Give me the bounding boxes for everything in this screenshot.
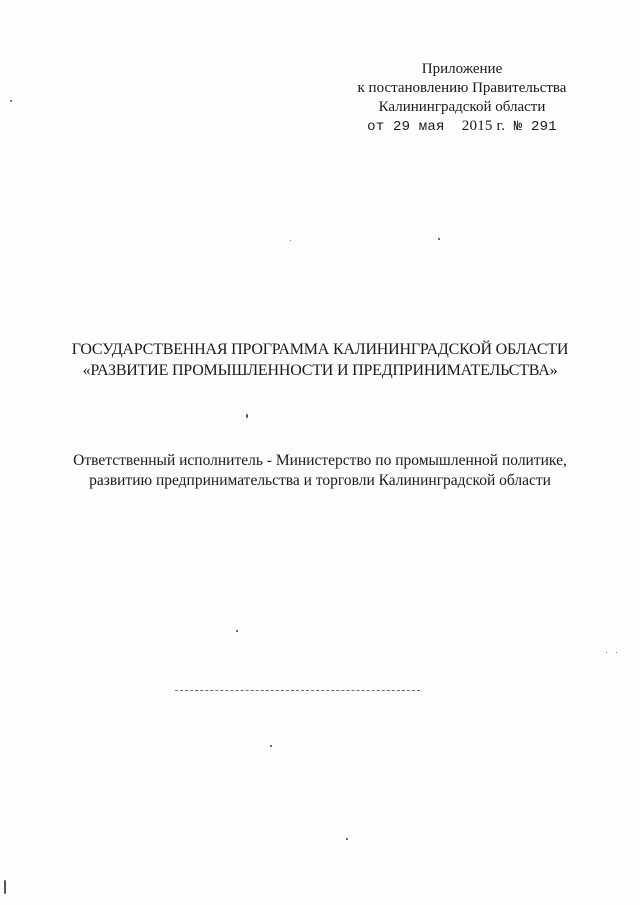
appendix-reference: к постановлению Правительства	[357, 80, 567, 96]
responsible-executor-line-2: развитию предпринимательства и торговли Калининградской области	[89, 472, 551, 489]
appendix-date-line	[332, 117, 592, 137]
responsible-executor-line-1: Ответственный исполнитель - Министерство по промышленной политике,	[73, 452, 567, 469]
scan-speck	[290, 240, 291, 241]
document-number: 291	[531, 119, 557, 135]
appendix-region: Калининградской области	[378, 99, 546, 115]
scan-speck	[236, 630, 238, 632]
program-title	[40, 339, 600, 381]
date-day-month: 29 мая	[392, 119, 445, 135]
scan-speck	[616, 652, 617, 653]
faint-horizontal-rule	[175, 690, 420, 691]
program-title-line-2: «РАЗВИТИЕ ПРОМЫШЛЕННОСТИ И ПРЕДПРИНИМАТЕЛЬСТВА»	[82, 362, 558, 379]
scan-speck	[4, 880, 6, 894]
scan-speck	[606, 652, 607, 653]
scan-speck	[270, 745, 272, 747]
number-sign: №	[513, 119, 523, 135]
date-prefix: от	[367, 119, 385, 135]
scan-speck	[438, 238, 440, 240]
scan-speck	[10, 100, 12, 102]
responsible-executor	[40, 451, 600, 491]
scan-speck	[346, 838, 348, 840]
program-title-line-1: ГОСУДАРСТВЕННАЯ ПРОГРАММА КАЛИНИНГРАДСКОЙ ОБЛАСТИ	[71, 341, 569, 358]
date-year: 2015 г.	[461, 118, 506, 134]
scan-speck	[246, 414, 248, 418]
appendix-label: Приложение	[421, 61, 503, 77]
appendix-block	[332, 60, 592, 137]
